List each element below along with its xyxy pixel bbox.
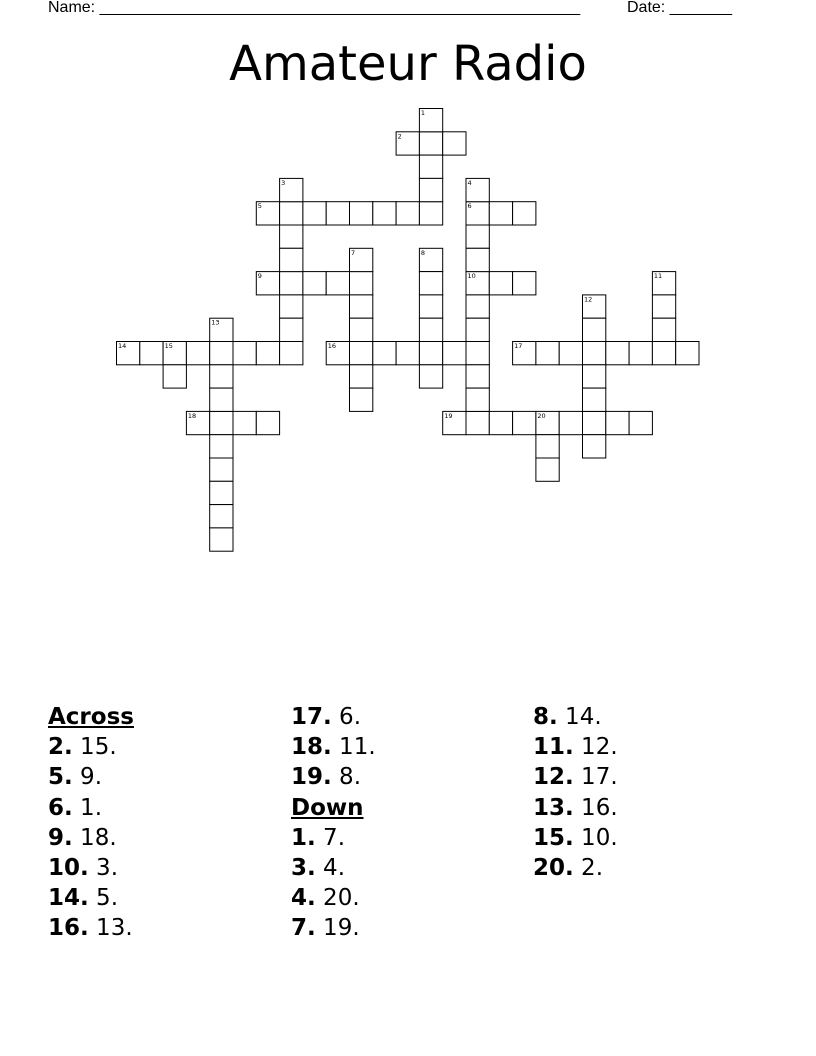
clue-text: 5. xyxy=(88,885,119,912)
cell-number: 18 xyxy=(187,411,197,420)
clue-number: 11. xyxy=(533,734,574,761)
clue-text: 8. xyxy=(331,764,362,791)
cell-number: 20 xyxy=(537,411,546,420)
clue-text: 16. xyxy=(573,794,618,821)
clue-number: 1. xyxy=(291,824,316,851)
cell-number: 12 xyxy=(584,295,593,304)
clue-number: 2. xyxy=(48,734,73,761)
clue-number: 7. xyxy=(291,915,316,942)
clue-text: 13. xyxy=(88,915,133,942)
clue-text: 1. xyxy=(72,794,103,821)
clue-number: 8. xyxy=(533,704,558,730)
clue-number: 18. xyxy=(291,734,332,761)
clue-number: 13. xyxy=(533,794,574,821)
name-field-line: Name: ______________________________________________________ xyxy=(48,0,581,16)
clue-number: 9. xyxy=(48,824,73,851)
clue-down xyxy=(533,823,618,853)
clue-number: 5. xyxy=(48,764,73,791)
cell-number: 2 xyxy=(397,132,402,141)
clue-text: 18. xyxy=(72,824,117,851)
clue-number: 15. xyxy=(533,824,574,851)
clue-number: 12. xyxy=(533,764,574,791)
clue-text: 11. xyxy=(331,734,376,761)
cell-number: 6 xyxy=(467,202,472,211)
clue-across xyxy=(48,883,118,913)
clue-down xyxy=(291,853,345,883)
clue-text: 14. xyxy=(557,704,602,730)
clue-text: 17. xyxy=(573,764,618,791)
clue-down xyxy=(533,793,618,823)
cell-number: 4 xyxy=(467,178,472,187)
down-heading: Down xyxy=(291,794,364,821)
clue-down xyxy=(533,732,618,762)
clue-number: 16. xyxy=(48,915,89,942)
puzzle-title: Amateur Radio xyxy=(229,36,587,92)
clue-text: 3. xyxy=(88,855,119,881)
clue-text: 9. xyxy=(72,764,103,791)
clue-down xyxy=(533,762,618,792)
clue-number: 4. xyxy=(291,885,316,912)
clue-across xyxy=(48,823,117,853)
clue-number: 14. xyxy=(48,885,89,912)
clue-down xyxy=(291,823,345,853)
cell-number: 14 xyxy=(118,342,127,350)
clue-across xyxy=(48,853,118,883)
cell-number: 7 xyxy=(351,248,356,257)
clue-number: 6. xyxy=(48,794,73,821)
clue-text: 2. xyxy=(573,855,604,881)
clue-across xyxy=(48,732,117,762)
clue-number: 19. xyxy=(291,764,332,791)
clue-text: 10. xyxy=(573,824,618,851)
clue-across xyxy=(48,793,102,823)
clue-text: 12. xyxy=(573,734,618,761)
cell-number: 3 xyxy=(281,178,286,187)
clue-down xyxy=(291,913,360,943)
cell-number: 8 xyxy=(420,248,426,257)
date-field-line: Date: _______ xyxy=(627,0,732,16)
cell-number: 17 xyxy=(514,342,523,350)
clue-number: 3. xyxy=(291,855,316,881)
clue-text: 4. xyxy=(315,855,346,881)
clue-across xyxy=(291,732,376,762)
clue-text: 15. xyxy=(72,734,117,761)
cell-number: 13 xyxy=(211,318,220,327)
clue-number: 20. xyxy=(533,855,574,881)
clue-text: 19. xyxy=(315,915,360,942)
cell-number: 15 xyxy=(164,342,173,350)
cell-number: 16 xyxy=(327,342,336,350)
cell-number: 10 xyxy=(467,272,476,281)
clue-down xyxy=(533,853,603,883)
clue-down xyxy=(291,883,360,913)
clue-text: 20. xyxy=(315,885,360,912)
clue-number: 17. xyxy=(291,704,332,730)
cell-number: 5 xyxy=(257,202,262,211)
clue-text: 7. xyxy=(315,824,346,851)
clue-text: 6. xyxy=(331,704,362,730)
across-heading: Across xyxy=(48,704,134,730)
clue-across xyxy=(291,762,361,792)
cell-number: 11 xyxy=(653,272,663,281)
cell-number: 1 xyxy=(420,109,426,117)
clue-across xyxy=(48,913,133,943)
cell-number: 19 xyxy=(444,411,453,420)
clue-across xyxy=(48,762,102,792)
clue-down xyxy=(533,702,602,732)
cell-number: 9 xyxy=(257,272,262,281)
clue-number: 10. xyxy=(48,855,89,881)
clue-across xyxy=(291,702,361,732)
